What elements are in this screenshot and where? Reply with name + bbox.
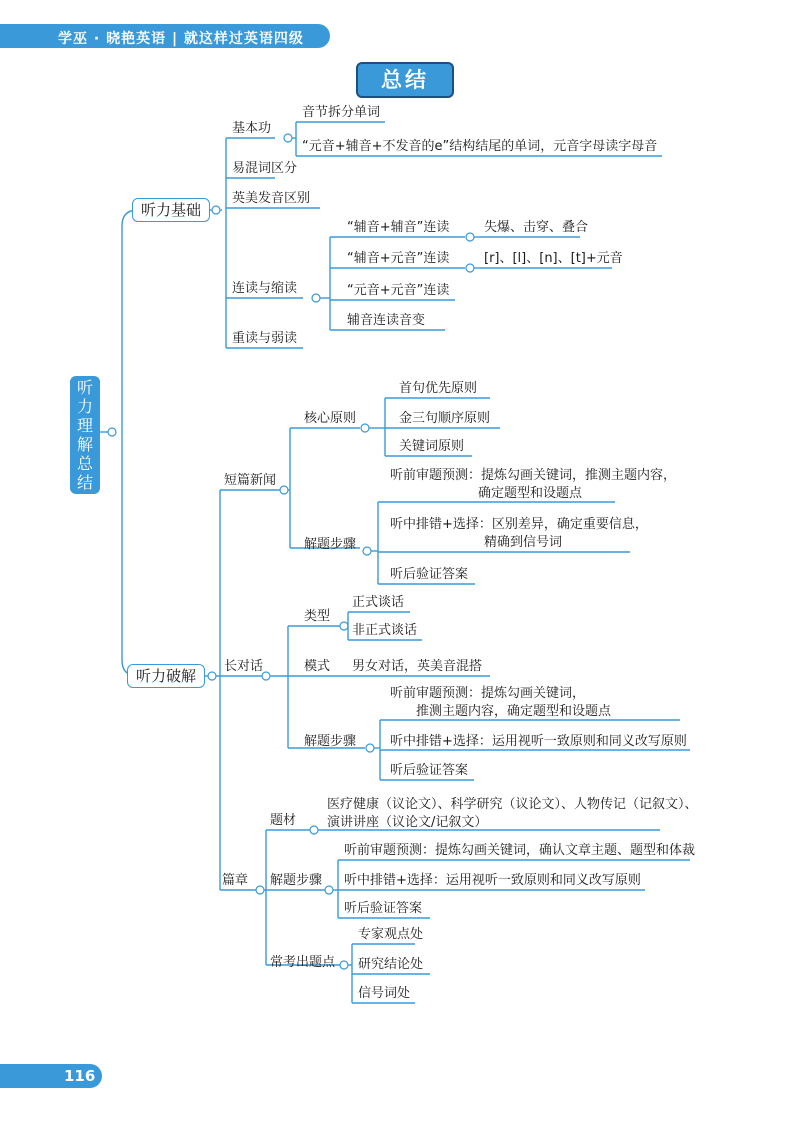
node-cons-vowel: “辅音+元音”连读: [347, 251, 450, 266]
node-keyword-principle: 关键词原则: [399, 439, 465, 454]
branch-listening-basics: 听力基础: [132, 198, 210, 222]
node-news-pre-1: 听前审题预测：提炼勾画关键词，推测主题内容，: [390, 468, 677, 483]
node-cons-change: 辅音连读音变: [347, 313, 426, 328]
branch-listening-crack: 听力破解: [127, 664, 205, 688]
node-cons-vowel-detail: [r]、[l]、[n]、[t]+元音: [484, 251, 623, 266]
node-news-post: 听后验证答案: [390, 567, 469, 582]
node-basic-skill: 基本功: [232, 121, 272, 136]
node-news-pre-2: 确定题型和设题点: [478, 486, 583, 501]
node-dialogue-post: 听后验证答案: [390, 763, 469, 778]
node-topic-2: 演讲讲座（议论文/记叙文）: [327, 815, 488, 830]
node-us-uk-pronunciation: 英美发音区别: [232, 191, 311, 206]
node-research-conclusion: 研究结论处: [358, 957, 424, 972]
node-topic: 题材: [270, 813, 297, 828]
node-news-mid-1: 听中排错+选择：区别差异，确定重要信息，: [390, 517, 648, 532]
node-news-mid-2: 精确到信号词: [484, 535, 563, 550]
page-title: 总结: [356, 62, 454, 98]
root-node: 听力理解总结: [70, 376, 100, 494]
node-dialogue-type: 类型: [304, 609, 331, 624]
node-stress-weak: 重读与弱读: [232, 331, 298, 346]
node-confusing-words: 易混词区分: [232, 161, 298, 176]
node-expert-view: 专家观点处: [358, 927, 424, 942]
node-passage-mid: 听中排错+选择：运用视听一致原则和同义改写原则: [344, 873, 641, 888]
node-passage-post: 听后验证答案: [344, 901, 423, 916]
node-dialogue: 长对话: [224, 659, 264, 674]
node-formal: 正式谈话: [352, 595, 405, 610]
node-vowel-vowel: “元音+元音”连读: [347, 283, 450, 298]
node-syllable-split: 音节拆分单词: [302, 105, 381, 120]
node-passage: 篇章: [222, 873, 249, 888]
node-common-points: 常考出题点: [270, 955, 336, 970]
node-order-principle: 金三句顺序原则: [399, 411, 491, 426]
node-dialogue-steps: 解题步骤: [304, 734, 357, 749]
node-news-core: 核心原则: [304, 411, 357, 426]
node-passage-steps: 解题步骤: [270, 873, 323, 888]
node-vowel-rule: “元音+辅音+不发音的e”结构结尾的单词，元音字母读字母音: [302, 139, 658, 154]
node-dialogue-pre-1: 听前审题预测：提炼勾画关键词，: [390, 686, 586, 701]
node-linking: 连读与缩读: [232, 281, 298, 296]
node-mode-detail: 男女对话，英美音混搭: [352, 659, 483, 674]
page-number: 116: [64, 1067, 96, 1085]
node-first-sentence: 首句优先原则: [399, 381, 478, 396]
header-title: 学巫 · 晓艳英语 | 就这样过英语四级: [58, 31, 304, 47]
node-dialogue-mid: 听中排错+选择：运用视听一致原则和同义改写原则: [390, 734, 687, 749]
node-news: 短篇新闻: [224, 473, 277, 488]
node-topic-1: 医疗健康（议论文）、科学研究（议论文）、人物传记（记叙文）、: [327, 797, 698, 812]
node-dialogue-mode: 模式: [304, 659, 331, 674]
node-cons-cons: “辅音+辅音”连读: [347, 220, 450, 235]
node-signal-words: 信号词处: [358, 986, 411, 1001]
node-cons-cons-detail: 失爆、击穿、叠合: [484, 220, 589, 235]
node-informal: 非正式谈话: [352, 623, 418, 638]
node-dialogue-pre-2: 推测主题内容，确定题型和设题点: [416, 704, 612, 719]
node-passage-pre: 听前审题预测：提炼勾画关键词，确认文章主题、题型和体裁: [344, 843, 696, 858]
node-news-steps: 解题步骤: [304, 537, 357, 552]
